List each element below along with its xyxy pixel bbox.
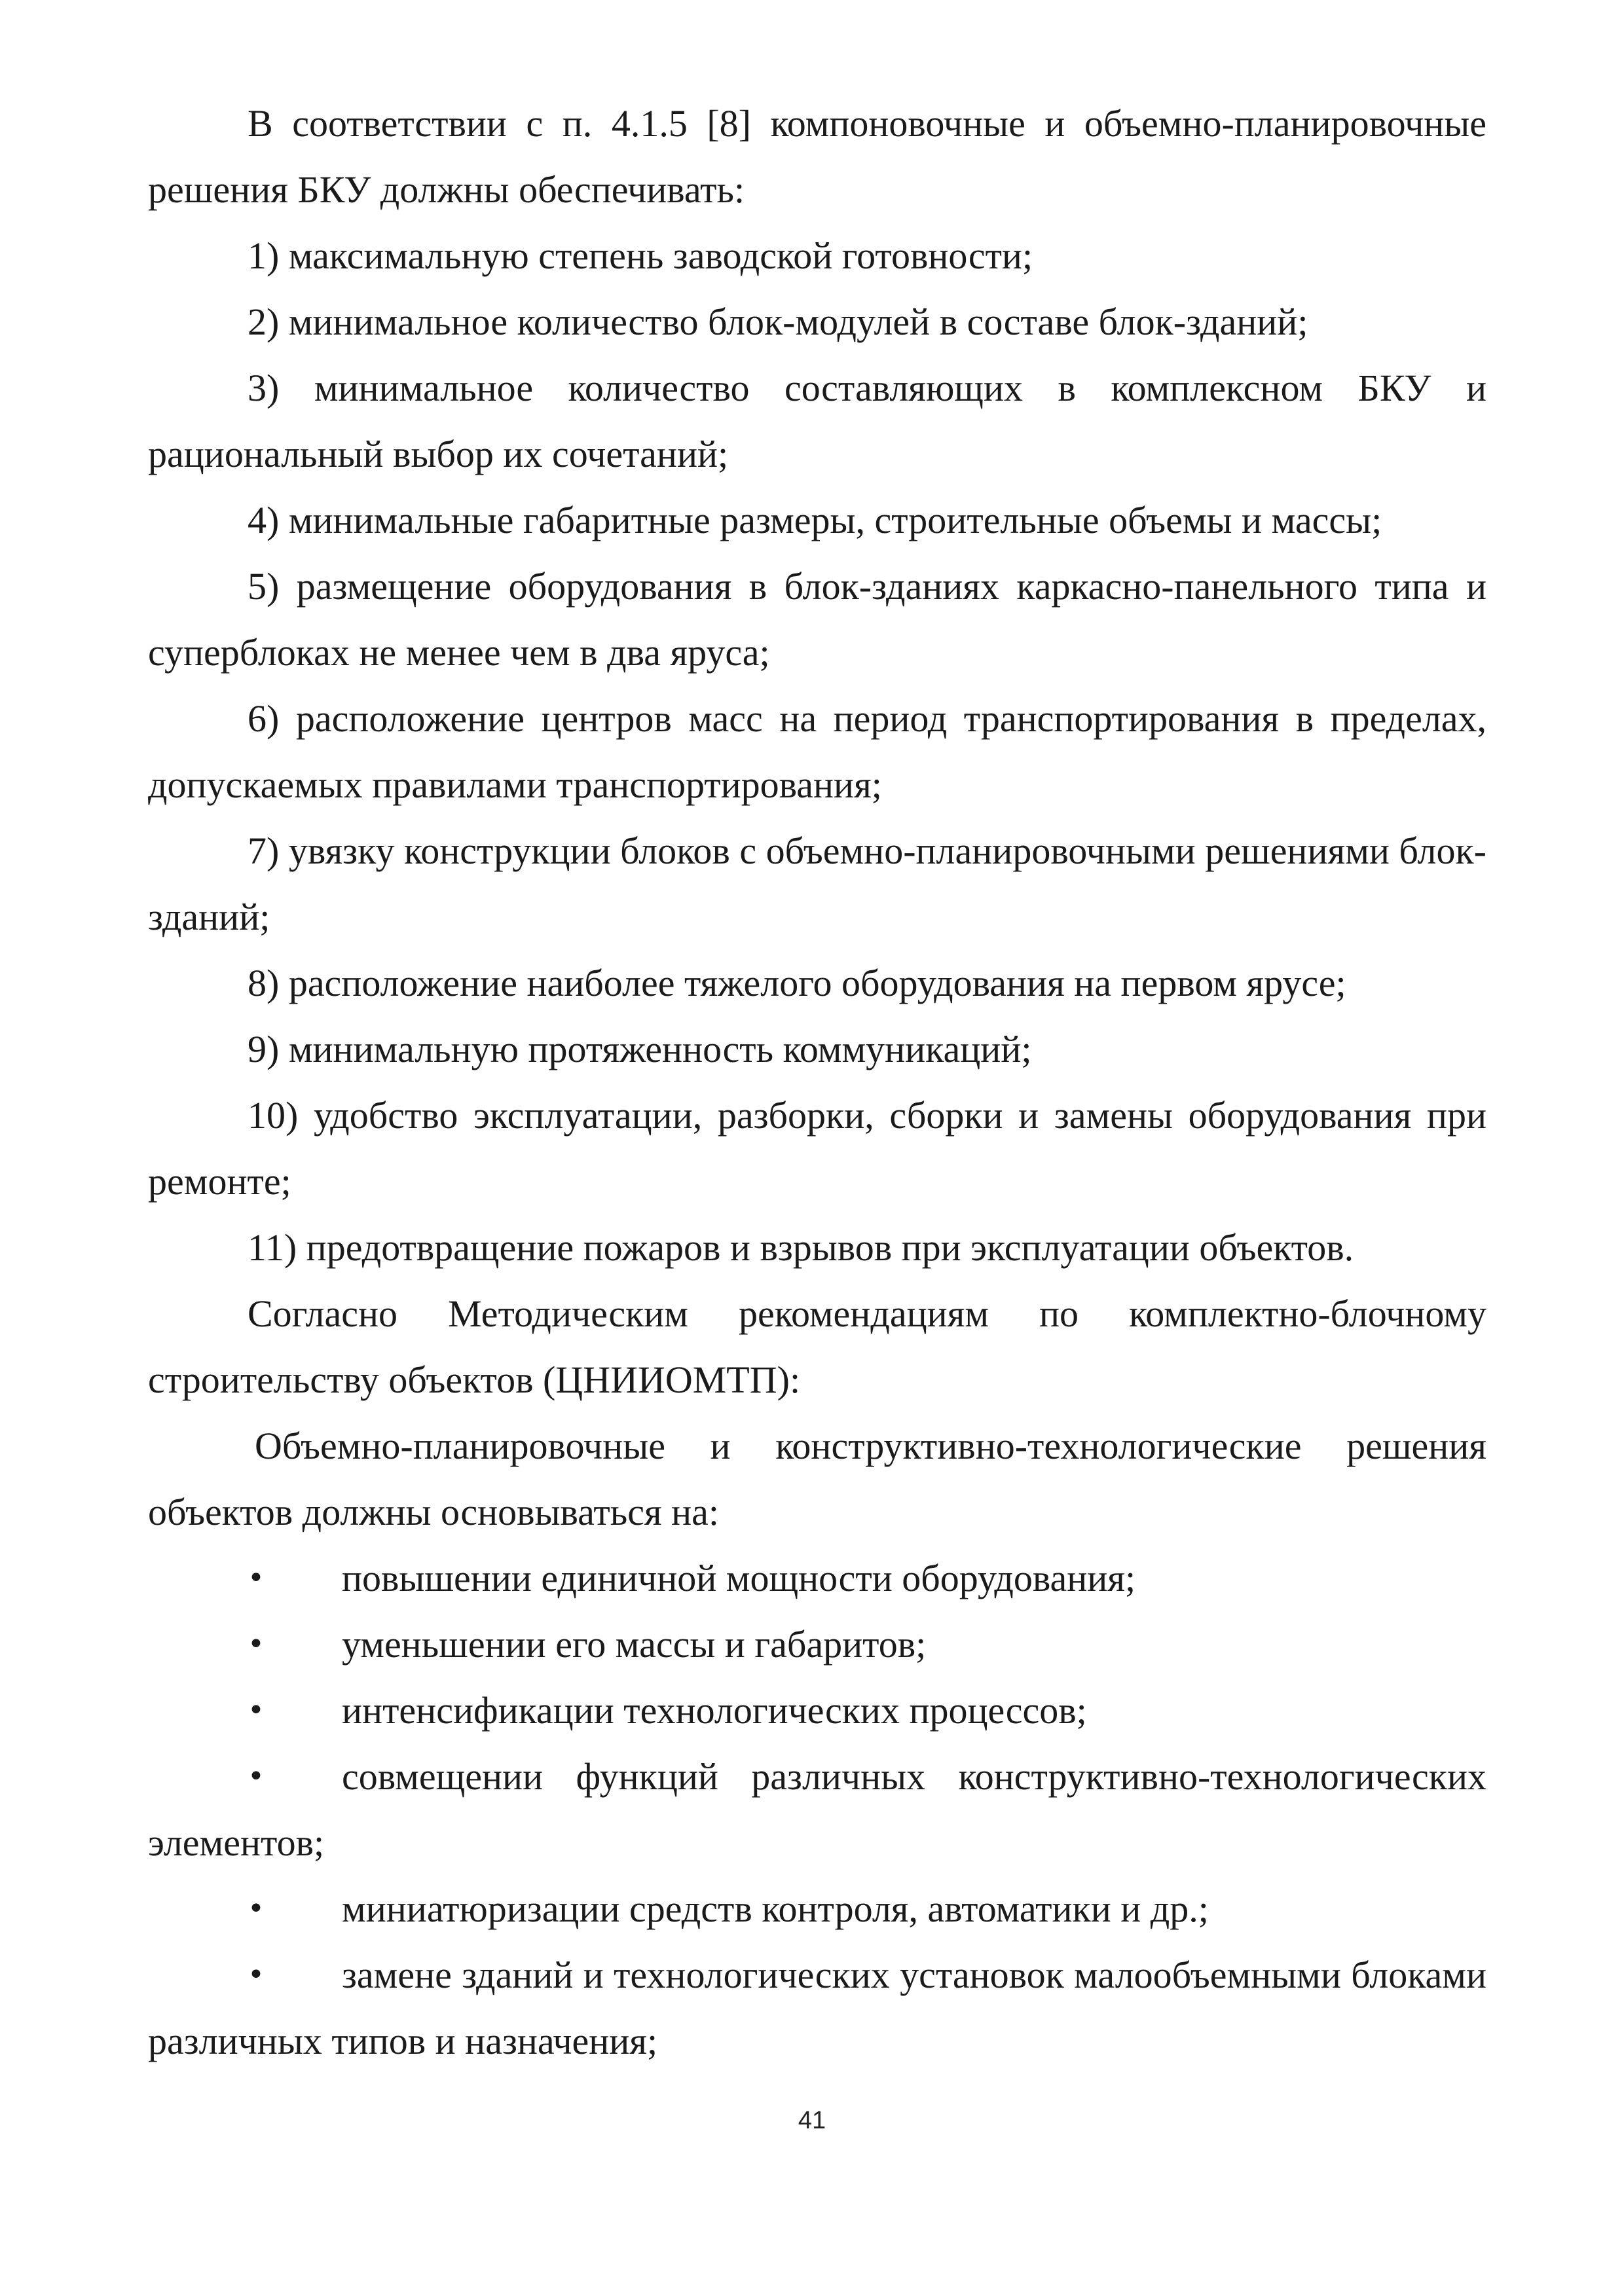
list-item-3: 3) минимальное количество составляющих в комплексном БКУ и рациональный выбор их сочетаний; [148,367,1486,475]
paragraph-solutions: Объемно-планировочные и конструктивно-технологические решения объектов должны основываться на: [148,1425,1486,1533]
bullet-icon: • [248,1694,265,1727]
list-item-7: 7) увязку конструкции блоков с объемно-планировочными решениями блок-зданий; [148,829,1486,938]
paragraph-methodical: Согласно Методическим рекомендациям по комплектно-блочному строительству объектов (ЦНИИОМТП): [148,1292,1486,1401]
bullet-icon: • [248,1760,265,1793]
list-item-10: 10) удобство эксплуатации, разборки, сборки и замены оборудования при ремонте; [148,1094,1486,1203]
bullet-text: уменьшении его массы и габаритов; [342,1623,927,1666]
list-item-11: 11) предотвращение пожаров и взрывов при эксплуатации объектов. [248,1226,1354,1269]
bullet-item [148,1677,1486,1743]
bullet-icon: • [248,1628,265,1661]
bullet-text: интенсификации технологических процессов; [342,1689,1087,1732]
list-item-6: 6) расположение центров масс на период транспортирования в пределах, допускаемых правилами транспортирования; [148,697,1486,806]
bullet-item [148,1876,1486,1942]
list-item-8: 8) расположение наиболее тяжелого оборудования на первом ярусе; [248,962,1346,1004]
bullet-text: совмещении функций различных конструктивно-технологических элементов; [148,1755,1486,1864]
list-item-1: 1) максимальную степень заводской готовности; [248,234,1033,277]
list-item-9: 9) минимальную протяженность коммуникаций; [248,1028,1032,1070]
list-item-2: 2) минимальное количество блок-модулей в составе блок-зданий; [248,301,1308,343]
bullet-item [148,1545,1486,1611]
bullet-icon: • [248,1958,265,1992]
bullet-item [148,1743,1486,1876]
bullet-text: повышении единичной мощности оборудования; [342,1557,1136,1599]
list-item-5: 5) размещение оборудования в блок-зданиях каркасно-панельного типа и суперблоках не менее чем в два яруса; [148,565,1486,674]
page-number: 41 [798,2107,826,2134]
bullet-text: замене зданий и технологических установок малообъемными блоками различных типов и назначения; [148,1954,1486,2062]
bullet-item [148,1611,1486,1677]
paragraph-intro: В соответствии с п. 4.1.5 [8] компоновочные и объемно-планировочные решения БКУ должны обеспечивать: [148,102,1486,211]
bullet-item [148,1942,1486,2074]
list-item-4: 4) минимальные габаритные размеры, строительные объемы и массы; [248,499,1382,541]
bullet-text: миниатюризации средств контроля, автоматики и др.; [342,1887,1209,1930]
bullet-icon: • [248,1561,265,1595]
document-page [148,90,1486,2074]
bullet-icon: • [248,1892,265,1925]
